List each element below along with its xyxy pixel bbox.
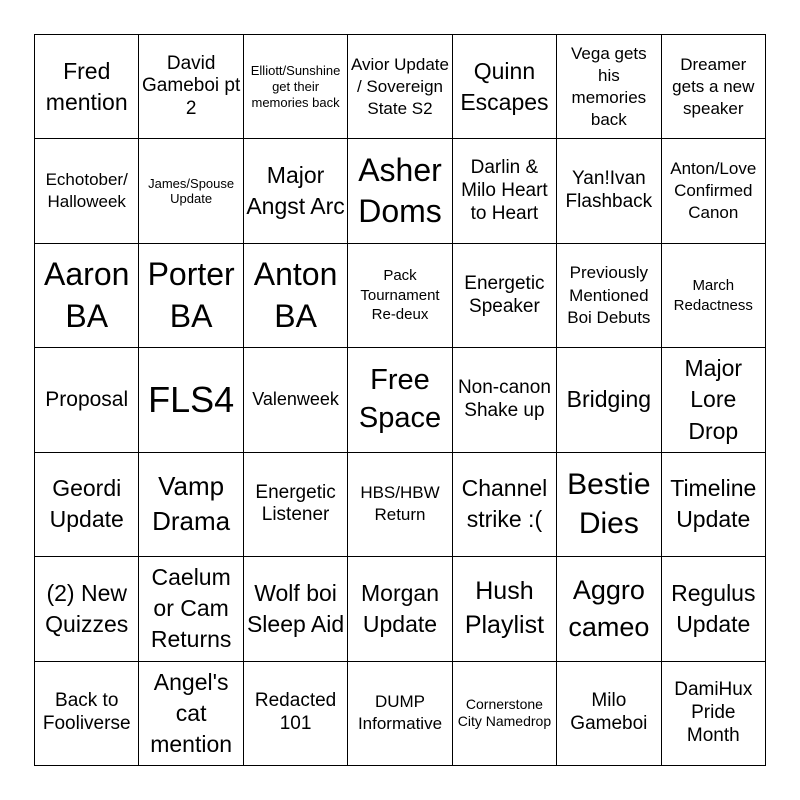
cell-text: Regulus Update bbox=[671, 579, 756, 637]
cell-text: Redacted 101 bbox=[254, 690, 337, 735]
cell-text: Darlin & Milo Heart to Heart bbox=[461, 156, 548, 224]
bingo-cell[interactable] bbox=[348, 35, 452, 139]
bingo-cell[interactable] bbox=[244, 557, 348, 661]
cell-text: Porter BA bbox=[147, 255, 235, 334]
cell-text: Vamp Drama bbox=[152, 471, 231, 537]
bingo-cell[interactable] bbox=[453, 662, 557, 766]
cell-text: Cornerstone City Namedrop bbox=[457, 696, 552, 730]
cell-text: Milo Gameboi bbox=[570, 690, 648, 735]
bingo-cell[interactable] bbox=[662, 139, 766, 243]
cell-text: Elliott/Sunshine get their memories back bbox=[250, 63, 341, 110]
bingo-cell[interactable] bbox=[348, 348, 452, 452]
cell-text: (2) New Quizzes bbox=[45, 579, 129, 637]
bingo-cell[interactable] bbox=[453, 244, 557, 348]
cell-text: Non-canon Shake up bbox=[457, 377, 551, 421]
bingo-cell[interactable] bbox=[35, 244, 139, 348]
cell-text: Pack Tournament Re-deux bbox=[360, 267, 440, 324]
cell-text: James/Spouse Update bbox=[148, 175, 235, 207]
bingo-cell[interactable] bbox=[453, 35, 557, 139]
bingo-cell[interactable] bbox=[557, 557, 661, 661]
bingo-cell[interactable] bbox=[557, 139, 661, 243]
bingo-cell[interactable] bbox=[35, 139, 139, 243]
bingo-cell[interactable] bbox=[244, 139, 348, 243]
bingo-cell[interactable] bbox=[662, 35, 766, 139]
bingo-cell[interactable] bbox=[662, 348, 766, 452]
cell-text: Morgan Update bbox=[361, 579, 439, 637]
cell-text: Fred mention bbox=[45, 57, 128, 115]
bingo-cell[interactable] bbox=[35, 662, 139, 766]
cell-text: Echotober/ Halloweek bbox=[45, 170, 128, 212]
bingo-cell[interactable] bbox=[35, 348, 139, 452]
bingo-cell[interactable] bbox=[662, 453, 766, 557]
cell-text: Major Lore Drop bbox=[684, 355, 743, 444]
bingo-cell[interactable] bbox=[139, 244, 243, 348]
cell-text: Vega gets his memories back bbox=[571, 43, 647, 129]
cell-text: Quinn Escapes bbox=[460, 57, 549, 115]
bingo-cell[interactable] bbox=[662, 244, 766, 348]
bingo-cell[interactable] bbox=[35, 557, 139, 661]
cell-text: Free Space bbox=[358, 364, 442, 434]
bingo-cell[interactable] bbox=[139, 139, 243, 243]
bingo-cell[interactable] bbox=[244, 35, 348, 139]
cell-text: Aaron BA bbox=[44, 255, 130, 334]
bingo-cell[interactable] bbox=[557, 662, 661, 766]
cell-text: Wolf boi Sleep Aid bbox=[246, 579, 345, 637]
bingo-cell[interactable] bbox=[557, 35, 661, 139]
cell-text: Caelum or Cam Returns bbox=[150, 564, 232, 653]
cell-text: Angel's cat mention bbox=[150, 668, 233, 757]
bingo-cell[interactable] bbox=[453, 139, 557, 243]
cell-text: Yan!Ivan Flashback bbox=[565, 168, 653, 213]
bingo-cell[interactable] bbox=[139, 557, 243, 661]
bingo-cell[interactable] bbox=[139, 35, 243, 139]
bingo-board bbox=[34, 34, 766, 766]
bingo-cell[interactable] bbox=[139, 348, 243, 452]
cell-text: Back to Fooliverse bbox=[42, 690, 131, 735]
bingo-cell[interactable] bbox=[662, 557, 766, 661]
bingo-cell[interactable] bbox=[35, 35, 139, 139]
bingo-cell[interactable] bbox=[348, 453, 452, 557]
bingo-cell[interactable] bbox=[557, 348, 661, 452]
bingo-cell[interactable] bbox=[557, 244, 661, 348]
cell-text: DamiHux Pride Month bbox=[674, 679, 753, 746]
cell-text: Channel strike :( bbox=[461, 475, 548, 533]
bingo-cell[interactable] bbox=[453, 557, 557, 661]
cell-text: Bestie Dies bbox=[567, 468, 651, 541]
cell-text: Major Angst Arc bbox=[246, 162, 345, 220]
bingo-cell[interactable] bbox=[139, 453, 243, 557]
bingo-cell[interactable] bbox=[244, 348, 348, 452]
bingo-cell[interactable] bbox=[453, 348, 557, 452]
cell-text: Geordi Update bbox=[49, 475, 124, 533]
bingo-cell[interactable] bbox=[348, 139, 452, 243]
cell-text: Energetic Speaker bbox=[464, 272, 545, 317]
bingo-cell[interactable] bbox=[35, 453, 139, 557]
cell-text: Energetic Listener bbox=[255, 481, 336, 526]
cell-text: David Gameboi pt 2 bbox=[142, 52, 241, 120]
bingo-cell[interactable] bbox=[662, 662, 766, 766]
bingo-cell[interactable] bbox=[348, 244, 452, 348]
cell-text: Asher Doms bbox=[358, 151, 442, 230]
bingo-cell[interactable] bbox=[139, 662, 243, 766]
cell-text: Bridging bbox=[566, 386, 652, 413]
bingo-cell[interactable] bbox=[244, 662, 348, 766]
bingo-cell[interactable] bbox=[453, 453, 557, 557]
cell-text: Hush Playlist bbox=[464, 577, 545, 639]
cell-text: DUMP Informative bbox=[357, 692, 443, 734]
cell-text: March Redactness bbox=[673, 277, 753, 314]
cell-text: Previously Mentioned Boi Debuts bbox=[567, 263, 651, 327]
cell-text: Valenweek bbox=[252, 389, 339, 410]
cell-text: HBS/HBW Return bbox=[360, 483, 440, 525]
cell-text: Anton BA bbox=[253, 255, 338, 334]
cell-text: Aggro cameo bbox=[568, 575, 650, 642]
bingo-cell[interactable] bbox=[348, 557, 452, 661]
bingo-cell[interactable] bbox=[557, 453, 661, 557]
cell-text: Avior Update / Sovereign State S2 bbox=[351, 54, 449, 118]
cell-text: FLS4 bbox=[148, 379, 235, 421]
cell-text: Anton/Love Confirmed Canon bbox=[670, 158, 757, 223]
bingo-cell[interactable] bbox=[244, 453, 348, 557]
cell-text: Proposal bbox=[45, 388, 129, 412]
bingo-cell[interactable] bbox=[244, 244, 348, 348]
bingo-cell[interactable] bbox=[348, 662, 452, 766]
cell-text: Timeline Update bbox=[670, 475, 757, 533]
cell-text: Dreamer gets a new speaker bbox=[672, 54, 755, 118]
